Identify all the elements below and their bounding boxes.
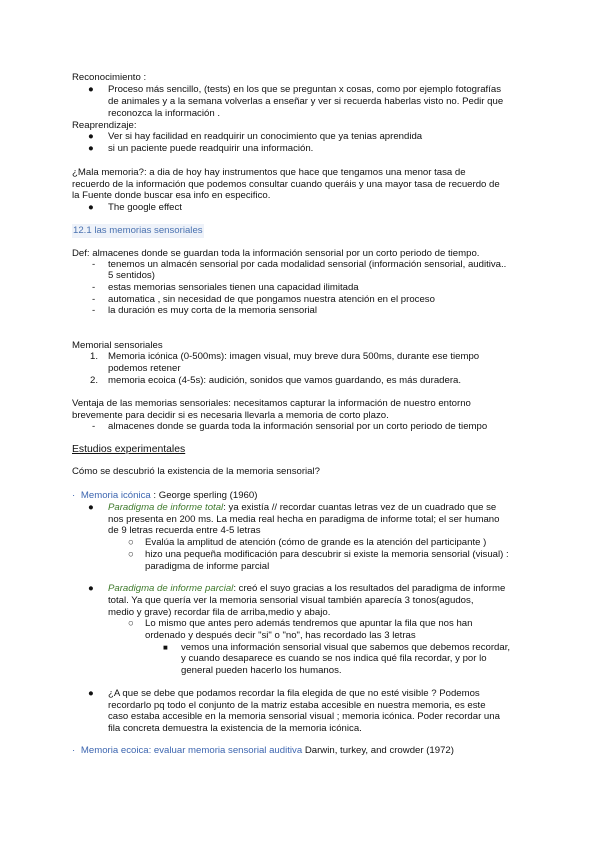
reconocimiento-bullet-line: Proceso más sencillo, (tests) en los que se preguntan x cosas, como por ejemplo fotografías (108, 84, 502, 95)
def-item: tenemos un almacén sensorial por cada modalidad sensorial (información sensorial, auditiva.. (108, 259, 507, 270)
question-line: ¿A que se debe que podamos recordar la fila elegida de que no esté visible ? Podemos (108, 688, 480, 699)
mala-memoria-line: recuerdo de la información que podemos consultar cuando queráis y una mayor tasa de recuerdo de (72, 179, 500, 190)
dash-icon: - (92, 305, 96, 316)
ventaja-item: almacenes donde se guarda toda la información sensorial por un corto periodo de tiempo (108, 421, 488, 432)
mala-memoria-line: la Fuente donde buscar esa info en especifico. (72, 190, 271, 201)
bullet-square-icon: ■ (163, 643, 168, 652)
memorial-item: podemos retener (108, 363, 181, 374)
def-item: 5 sentidos) (108, 270, 155, 281)
dash-icon: - (92, 294, 96, 305)
bullet-disc-icon: ● (88, 202, 94, 213)
dash-icon: - (92, 259, 96, 270)
memoria-ecoica-author: Darwin, turkey, and crowder (1972) (302, 745, 454, 756)
informe-total-sub: paradigma de informe parcial (145, 561, 270, 572)
bullet-disc-icon: ● (88, 143, 94, 154)
bullet-circle-icon: ○ (128, 537, 134, 548)
informe-parcial-line: total. Ya que quería ver la memoria sensorial visual también aparecía 3 tonos(agudos, (108, 595, 474, 606)
informe-parcial-subsub: vemos una información sensorial visual que sabemos que debemos recordar, (181, 642, 511, 653)
bullet-circle-icon: ○ (128, 618, 134, 629)
ventaja-line: brevemente para decidir si es necesaria llevarla a memoria de corto plazo. (72, 410, 389, 421)
reconocimiento-bullet-line: de animales y a la semana volverlas a enseñar y ver si recuerda haberlas visto no. Pedir que (108, 96, 504, 107)
section-heading: 12.1 las memorias sensoriales (73, 225, 203, 236)
question-line: recordarlo pq todo el conjunto de la matriz estaba accesible en nuestra memoria, es este (108, 700, 486, 711)
informe-parcial-sub: ordenado y después decir "si" o "no", has recordado las 3 letras (145, 630, 416, 641)
informe-parcial-label: Paradigma de informe parcial (108, 583, 234, 594)
informe-parcial-sub: Lo mismo que antes pero además tendremos que apuntar la fila que nos han (145, 618, 473, 629)
informe-total-sub: Evalúa la amplitud de atención (cómo de grande es la atención del participante ) (145, 537, 487, 548)
informe-total-line: nos presenta en 200 ms. La media real hecha en paradigma de informe total; el ser humano (108, 514, 500, 525)
def-paragraph: Def: almacenes donde se guardan toda la información sensorial por un corto periodo de tiempo. (72, 248, 480, 259)
reaprendizaje-title: Reaprendizaje: (72, 120, 137, 131)
memoria-iconica-link[interactable]: Memoria icónica (80, 490, 151, 501)
informe-total-label: Paradigma de informe total (108, 502, 224, 513)
list-number: 2. (90, 375, 99, 386)
ventaja-line: Ventaja de las memorias sensoriales: necesitamos capturar la información de nuestro entorno (72, 398, 471, 409)
estudios-question: Cómo se descubrió la existencia de la memoria sensorial? (72, 466, 320, 477)
memorial-item: memoria ecoica (4-5s): audición, sonidos que vamos guardando, es más duradera. (108, 375, 462, 386)
memoria-ecoica-link[interactable]: Memoria ecoica: evaluar memoria sensorial auditiva (80, 745, 303, 756)
informe-total-sub: hizo una pequeña modificación para descubrir si existe la memoria sensorial (visual) : (145, 549, 509, 560)
reconocimiento-title: Reconocimiento : (72, 72, 147, 83)
informe-parcial-text: : creó el suyo gracias a los resultados del paradigma de informe (233, 583, 506, 594)
bullet-disc-icon: ● (88, 688, 94, 699)
reconocimiento-bullet-line: reconozca la información . (108, 108, 220, 119)
question-line: fila concreta demuestra la existencia de la memoria icónica. (108, 723, 362, 734)
memoria-iconica-author: : George sperling (1960) (150, 490, 258, 501)
informe-parcial-line: medio y grave) recordar fila de arriba,medio y abajo. (108, 607, 331, 618)
bullet-disc-icon: ● (88, 502, 94, 513)
question-line: caso estaba accesible en la memoria sensorial visual ; memoria icónica. Poder recordar una (108, 711, 500, 722)
memorial-title: Memorial sensoriales (72, 340, 163, 351)
bullet-circle-icon: ○ (128, 549, 134, 560)
bullet-disc-icon: ● (88, 131, 94, 142)
informe-parcial-subsub: y cuando desaparece es cuando se nos indica qué fila recordar, y por lo (181, 653, 487, 664)
def-item: estas memorias sensoriales tienen una capacidad ilimitada (108, 282, 359, 293)
reaprendizaje-bullet: Ver si hay facilidad en readquirir un conocimiento que ya tenias aprendida (108, 131, 423, 142)
dot-marker-icon: · (72, 490, 76, 501)
reaprendizaje-bullet: si un paciente puede readquirir una información. (108, 143, 314, 154)
def-item: la duración es muy corta de la memoria sensorial (108, 305, 318, 316)
dash-icon: - (92, 282, 96, 293)
estudios-title: Estudios experimentales (72, 444, 186, 455)
dash-icon: - (92, 421, 96, 432)
memorial-item: Memoria icónica (0-500ms): imagen visual, muy breve dura 500ms, durante ese tiempo (108, 351, 480, 362)
bullet-disc-icon: ● (88, 84, 94, 95)
def-item: automatica , sin necesidad de que pongamos nuestra atención en el proceso (108, 294, 435, 305)
mala-memoria-bullet: The google effect (108, 202, 182, 213)
informe-total-text: : ya existía // recordar cuantas letras vez de un cuadrado que se (223, 502, 497, 513)
dot-marker-icon: · (72, 745, 76, 756)
informe-parcial-subsub: general pueden hacerlo los humanos. (181, 665, 342, 676)
bullet-disc-icon: ● (88, 583, 94, 594)
informe-total-line: de 9 letras recuerda entre 4-5 letras (108, 525, 261, 536)
list-number: 1. (90, 351, 99, 362)
mala-memoria-line: ¿Mala memoria?: a dia de hoy hay instrumentos que hace que tengamos una menor tasa de (72, 167, 466, 178)
